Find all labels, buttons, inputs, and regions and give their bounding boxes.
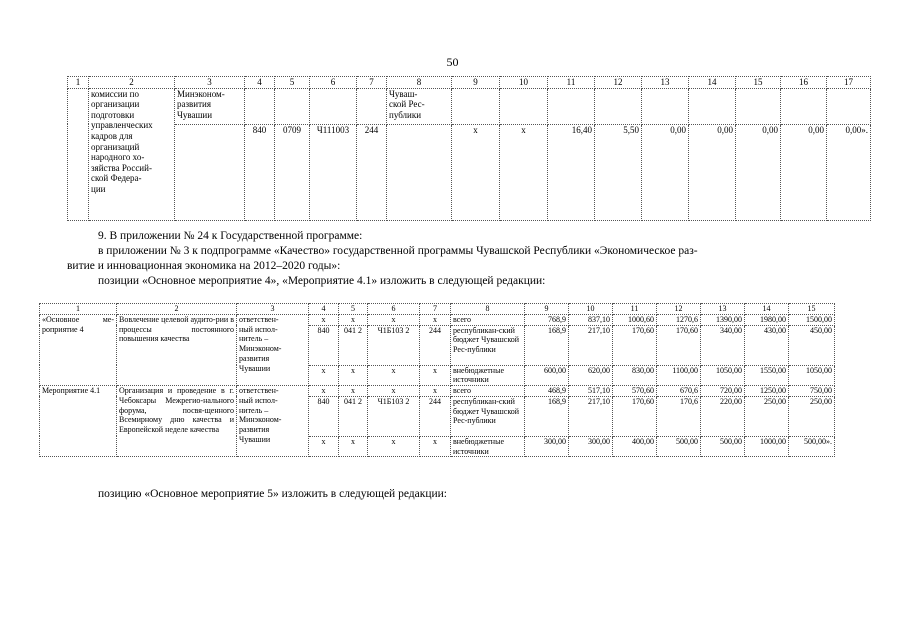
table-row	[68, 124, 871, 220]
table-cell: 250,00	[745, 396, 789, 436]
table-cell: внебюджетные источники	[451, 365, 525, 386]
table-cell: х	[339, 314, 368, 325]
table-cell: 0,00	[781, 124, 827, 220]
table-cell: 340,00	[701, 325, 745, 365]
table-cell: всего	[451, 386, 525, 397]
table-cell: х	[309, 386, 339, 397]
table-cell: 840	[309, 396, 339, 436]
table-cell: 244	[420, 396, 451, 436]
program-measures-table	[39, 303, 835, 457]
table-cell: х	[309, 365, 339, 386]
table-cell: 170,60	[613, 396, 657, 436]
cell-text-line: развития	[177, 99, 212, 110]
header-cell: 10	[500, 77, 548, 89]
header-cell: 6	[310, 77, 357, 89]
table-cell: Ч111003	[310, 124, 357, 220]
table-cell	[548, 88, 595, 124]
table-header-row	[68, 77, 871, 89]
table-cell: 250,00	[789, 396, 835, 436]
table-cell: 720,00	[701, 386, 745, 397]
table-cell: 500,00	[701, 436, 745, 457]
header-cell: 13	[642, 77, 689, 89]
header-cell: 3	[175, 77, 245, 89]
table-cell: 1050,00	[701, 365, 745, 386]
cell-text-line: нитель –	[239, 405, 269, 415]
table-cell	[689, 88, 736, 124]
cell-text-line: ный испол-	[239, 324, 278, 334]
header-cell: 13	[701, 304, 745, 315]
header-cell: 9	[452, 77, 500, 89]
table-cell	[175, 124, 245, 220]
table-cell: 041 2	[339, 396, 368, 436]
table-cell: 517,10	[569, 386, 613, 397]
table-cell: х	[368, 314, 420, 325]
table-cell: Ч1Б103 2	[368, 396, 420, 436]
cell-text-line: ции	[91, 184, 106, 195]
cell-text-line: ской Рес-	[389, 99, 425, 110]
table-cell	[357, 88, 387, 124]
cell-text-line: Минэконом-	[177, 88, 225, 99]
table-row	[68, 88, 871, 124]
header-cell: 6	[368, 304, 420, 315]
cell-text-line: Чуваш-	[389, 88, 418, 99]
header-cell: 15	[789, 304, 835, 315]
table-cell: 620,00	[569, 365, 613, 386]
table-cell: 170,60	[613, 325, 657, 365]
table-cell: 217,10	[569, 325, 613, 365]
page-number: 50	[446, 55, 459, 69]
table-cell: 500,00».	[789, 436, 835, 457]
responsible-cell	[237, 386, 309, 457]
table-cell: 300,00	[569, 436, 613, 457]
cell-text-line: организации	[91, 99, 140, 110]
table-cell: 1550,00	[745, 365, 789, 386]
table-cell: 768,9	[525, 314, 569, 325]
table-cell: 1270,6	[657, 314, 701, 325]
header-cell: 17	[827, 77, 871, 89]
table-cell: х	[368, 386, 420, 397]
cell-text-line: управленческих	[91, 120, 153, 131]
table-cell: х	[452, 124, 500, 220]
cell-text-line: нитель –	[239, 334, 269, 344]
table-cell	[68, 88, 89, 220]
table-cell: Ч1Б103 2	[368, 325, 420, 365]
header-cell: 8	[451, 304, 525, 315]
table-cell: 0,00	[642, 124, 689, 220]
table-cell: 840	[245, 124, 275, 220]
table-cell: 170,60	[657, 325, 701, 365]
table-cell: 244	[357, 124, 387, 220]
header-cell: 4	[245, 77, 275, 89]
header-cell: 8	[387, 77, 452, 89]
cell-text-line: Чувашии	[239, 363, 271, 373]
table-cell: 500,00	[657, 436, 701, 457]
header-cell: 12	[657, 304, 701, 315]
table-cell: всего	[451, 314, 525, 325]
header-cell: 7	[420, 304, 451, 315]
budget-table-continuation	[67, 76, 871, 221]
table-cell: 400,00	[613, 436, 657, 457]
table-cell: х	[368, 436, 420, 457]
table-cell: 0,00	[736, 124, 781, 220]
cell-text-line: ответствен-	[239, 314, 279, 324]
table-cell: 1250,00	[745, 386, 789, 397]
header-cell: 1	[68, 77, 89, 89]
header-cell: 5	[339, 304, 368, 315]
table-cell: 468,9	[525, 386, 569, 397]
cell-text-line: Минэконом-	[239, 344, 282, 353]
cell-text-line: зяйства Россий-	[91, 162, 152, 173]
table-row	[40, 386, 835, 397]
paragraph-position-5: позицию «Основное мероприятие 5» изложить в следующей редакции:	[98, 488, 447, 500]
table-cell: 1100,00	[657, 365, 701, 386]
cell-text-line: Чувашии	[177, 109, 213, 120]
table-cell: 570,60	[613, 386, 657, 397]
header-cell: 12	[595, 77, 642, 89]
table-cell: 16,40	[548, 124, 595, 220]
table-cell: 220,00	[701, 396, 745, 436]
paragraph-positions: позиции «Основное мероприятие 4», «Мероприятие 4.1» изложить в следующей редакции:	[98, 275, 546, 287]
table-cell: республикан-ский бюджет Чувашской Рес-публики	[451, 325, 525, 365]
table-cell: х	[339, 436, 368, 457]
header-cell: 11	[613, 304, 657, 315]
table-cell: 430,00	[745, 325, 789, 365]
table-cell: 168,9	[525, 396, 569, 436]
cell-text-line: Чувашии	[239, 434, 271, 444]
table-cell	[452, 88, 500, 124]
table-cell: х	[420, 386, 451, 397]
header-cell: 2	[117, 304, 237, 315]
header-cell: 15	[736, 77, 781, 89]
cell-text-line: развития	[239, 353, 270, 363]
cell-text-line: кадров для	[91, 131, 133, 142]
measure-name-cell: «Основное ме-роприятие 4	[40, 314, 117, 385]
header-cell: 5	[275, 77, 310, 89]
table-cell: 217,10	[569, 396, 613, 436]
measure-name-cell: Мероприятие 4.1	[40, 386, 117, 457]
table-cell	[275, 88, 310, 124]
table-cell: х	[339, 386, 368, 397]
source-cell	[387, 88, 452, 124]
table-cell: внебюджетные источники	[451, 436, 525, 457]
table-cell: 750,00	[789, 386, 835, 397]
table-cell	[595, 88, 642, 124]
cell-text-line: организаций	[91, 141, 140, 152]
table-cell: х	[500, 124, 548, 220]
table-cell: х	[420, 365, 451, 386]
table-cell	[310, 88, 357, 124]
cell-text-line: ответствен-	[239, 386, 279, 395]
table-cell: 1000,60	[613, 314, 657, 325]
header-cell: 16	[781, 77, 827, 89]
cell-text-line: развития	[239, 425, 270, 434]
paragraph-annex-line1: в приложении № 3 к подпрограмме «Качество» государственной программы Чувашской Республики «Экономическое раз-	[98, 245, 698, 257]
table-cell: х	[309, 436, 339, 457]
cell-text-line: подготовки	[91, 109, 135, 120]
table-cell: 1050,00	[789, 365, 835, 386]
table-cell: 1500,00	[789, 314, 835, 325]
table-cell: 0709	[275, 124, 310, 220]
table-cell: 1980,00	[745, 314, 789, 325]
cell-text-line: народного хо-	[91, 152, 145, 163]
header-cell: 3	[237, 304, 309, 315]
measure-description-cell: Вовлечение целевой аудито-рии в процессы постоянного повышения качества	[117, 314, 237, 385]
table-header-row	[40, 304, 835, 315]
table-cell: 170,6	[657, 396, 701, 436]
table-cell	[642, 88, 689, 124]
responsible-cell	[237, 314, 309, 385]
table-cell: 840	[309, 325, 339, 365]
header-cell: 9	[525, 304, 569, 315]
paragraph-item-9: 9. В приложении № 24 к Государственной программе:	[98, 230, 363, 242]
header-cell: 4	[309, 304, 339, 315]
table-cell: 1390,00	[701, 314, 745, 325]
table-cell: 837,10	[569, 314, 613, 325]
table-cell: 450,00	[789, 325, 835, 365]
cell-text-line: комиссии по	[91, 88, 139, 99]
table-cell: 300,00	[525, 436, 569, 457]
table-cell	[827, 88, 871, 124]
table-cell	[736, 88, 781, 124]
table-cell	[387, 124, 452, 220]
table-cell: 830,00	[613, 365, 657, 386]
table-cell: республикан-ский бюджет Чувашской Рес-публики	[451, 396, 525, 436]
table-cell: 244	[420, 325, 451, 365]
table-cell: 041 2	[339, 325, 368, 365]
header-cell: 14	[745, 304, 789, 315]
cell-text-line: публики	[389, 109, 422, 120]
table-cell: х	[309, 314, 339, 325]
table-cell: 600,00	[525, 365, 569, 386]
paragraph-annex-line2: витие и инновационная экономика на 2012–2020 годы»:	[67, 260, 341, 272]
header-cell: 7	[357, 77, 387, 89]
header-cell: 2	[89, 77, 175, 89]
table-row	[40, 314, 835, 325]
table-cell: х	[368, 365, 420, 386]
table-cell: 168,9	[525, 325, 569, 365]
table-cell	[245, 88, 275, 124]
header-cell: 11	[548, 77, 595, 89]
header-cell: 1	[40, 304, 117, 315]
table-cell: 0,00	[689, 124, 736, 220]
header-cell: 14	[689, 77, 736, 89]
table-cell: х	[420, 314, 451, 325]
table-cell: х	[339, 365, 368, 386]
table-cell	[781, 88, 827, 124]
measure-description-cell: Организация и проведение в г. Чебоксары Межрегио-нального форума, посвя-щенного Всемирному дню качества и Европейской неделе качества	[117, 386, 237, 457]
table-cell	[500, 88, 548, 124]
table-cell: х	[420, 436, 451, 457]
table-cell: 0,00».	[827, 124, 871, 220]
header-cell: 10	[569, 304, 613, 315]
cell-text-line: ской Федера-	[91, 173, 142, 184]
table-cell: 670,6	[657, 386, 701, 397]
measure-description-cell	[89, 88, 175, 220]
cell-text-line: ный испол-	[239, 395, 278, 405]
responsible-cell	[175, 88, 245, 124]
cell-text-line: Минэконом-	[239, 415, 282, 425]
table-cell: 1000,00	[745, 436, 789, 457]
table-cell: 5,50	[595, 124, 642, 220]
